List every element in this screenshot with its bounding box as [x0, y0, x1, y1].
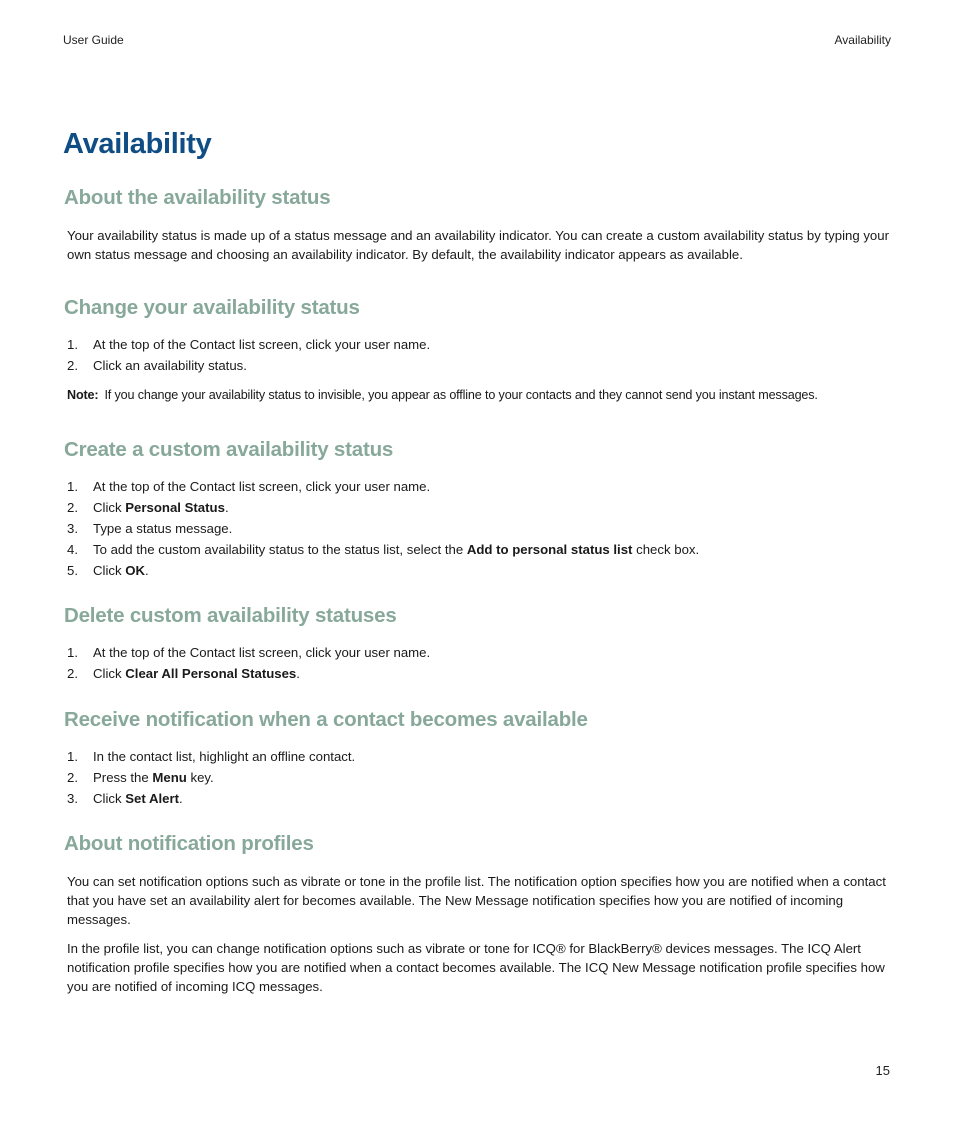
list-item [67, 788, 355, 809]
step-number: 1. [67, 337, 78, 352]
step-text-pre: Press the [93, 770, 153, 785]
step-text-pre: Click [93, 666, 126, 681]
change-status-note [67, 386, 907, 405]
step-text-pre: Click [93, 500, 126, 515]
step-number: 3. [67, 521, 78, 536]
step-number: 2. [67, 666, 78, 681]
section-title-delete-custom: Delete custom availability statuses [64, 604, 397, 627]
ui-term-set-alert: Set Alert [125, 791, 179, 806]
list-item [67, 539, 699, 560]
ui-term-ok: OK [125, 563, 146, 578]
step-number: 2. [67, 358, 78, 373]
step-text-pre: To add the custom availability status to the status list, select the [93, 542, 467, 557]
about-status-paragraph: Your availability status is made up of a status message and an availability indicator. You can create a custom availability status by typing your own status message and choosing an availability indicator. By default, the availability indicator appears as available. [67, 228, 889, 262]
step-number: 1. [67, 645, 78, 660]
step-text-post: . [179, 791, 183, 806]
step-text-pre: Click [93, 791, 126, 806]
notification-profiles-paragraph-1: You can set notification options such as vibrate or tone in the profile list. The notification option specifies how you are notified when a contact that you have set an availability alert for becomes available. The New Message notification specifies how you are notified of incoming messages. [67, 874, 886, 927]
header-chapter-name: Availability [834, 33, 891, 47]
note-text: If you change your availability status to invisible, you appear as offline to your contacts and they cannot send you instant messages. [104, 388, 818, 402]
step-number: 2. [67, 500, 78, 515]
section-title-receive-notification: Receive notification when a contact becomes available [64, 708, 588, 731]
list-item [67, 767, 355, 788]
chapter-title: Availability [63, 128, 212, 160]
section-title-about-status: About the availability status [64, 186, 331, 209]
step-number: 2. [67, 770, 78, 785]
step-text-post: . [145, 563, 149, 578]
page-number: 15 [875, 1063, 890, 1078]
create-custom-steps [67, 476, 699, 581]
step-text: At the top of the Contact list screen, click your user name. [93, 645, 431, 660]
step-text: In the contact list, highlight an offline contact. [93, 749, 356, 764]
list-item [67, 560, 699, 581]
list-item [67, 497, 699, 518]
step-text: Type a status message. [93, 521, 233, 536]
step-text-post: key. [186, 770, 214, 785]
list-item [67, 334, 430, 355]
ui-term-personal-status: Personal Status [125, 500, 225, 515]
step-number: 5. [67, 563, 78, 578]
step-text-post: . [224, 500, 229, 515]
list-item [67, 663, 430, 684]
step-number: 3. [67, 791, 78, 806]
header-document-title: User Guide [63, 33, 124, 47]
section-title-notification-profiles: About notification profiles [64, 832, 314, 855]
step-text: Click an availability status. [93, 358, 247, 373]
step-number: 1. [67, 479, 78, 494]
ui-term-add-to-personal-status-list: Add to personal status list [466, 542, 633, 557]
ui-term-menu: Menu [152, 770, 187, 785]
section-title-change-status: Change your availability status [64, 296, 360, 319]
ui-term-clear-all-personal-statuses: Clear All Personal Statuses [125, 666, 297, 681]
step-number: 1. [67, 749, 78, 764]
delete-custom-steps [67, 642, 430, 684]
step-text: At the top of the Contact list screen, click your user name. [93, 337, 431, 352]
notification-profiles-paragraph-2: In the profile list, you can change notification options such as vibrate or tone for ICQ® for BlackBerry® devices messages. The ICQ Alert notification profile specifies how you are notified when a contact becomes available. The ICQ New Message notification profile specifies how you are notified of incoming ICQ messages. [67, 941, 885, 994]
list-item [67, 355, 430, 376]
step-number: 4. [67, 542, 78, 557]
section-title-create-custom: Create a custom availability status [64, 438, 394, 461]
step-text: At the top of the Contact list screen, click your user name. [93, 479, 431, 494]
receive-notification-steps [67, 746, 355, 809]
change-status-steps [67, 334, 430, 376]
list-item [67, 518, 699, 539]
step-text-pre: Click [93, 563, 126, 578]
step-text-post: check box. [632, 542, 700, 557]
list-item [67, 642, 430, 663]
list-item [67, 746, 355, 767]
note-label: Note: [67, 388, 99, 402]
list-item [67, 476, 699, 497]
step-text-post: . [296, 666, 300, 681]
